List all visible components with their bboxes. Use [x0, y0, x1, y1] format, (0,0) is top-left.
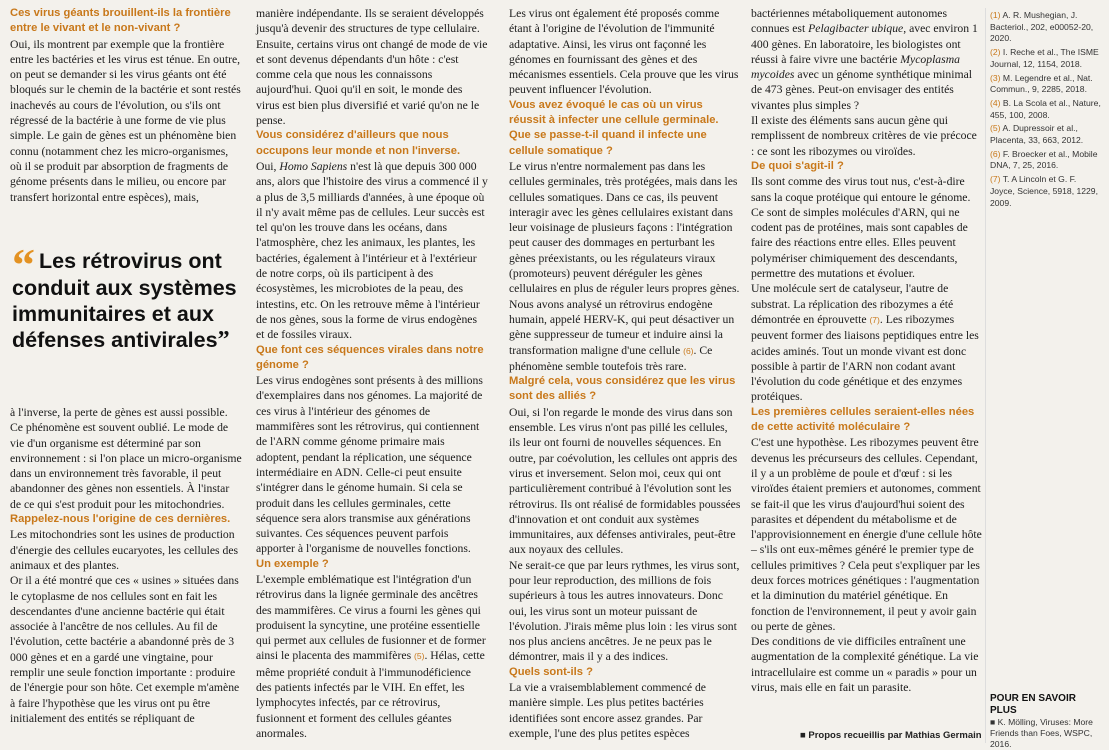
- paragraph: Les virus endogènes sont présents à des millions d'exemplaires dans nos génomes. La majorité de ces virus à l'intérieur des génomes de mammifères sont les rétrovirus, qui contiennent de l'ARN comme génome primaire mais adoptent, pendant la réplication, une séquence intermédiaire en ADN. Celle-ci peut ensuite s'intégrer dans le génome humain. Si cela se produit dans les cellules germinales, cette séquence sera alors transmise aux générations suivantes. Ces séquences peuvent parfois apporter à l'organisme de nouvelles fonctions.: [256, 374, 483, 556]
- column-2: [256, 6, 488, 741]
- pull-quote-text: Les rétrovirus ont conduit aux systèmes immunitaires et aux défenses antivirales: [12, 249, 237, 352]
- reference-item: (7) T. A Lincoln et G. F. Joyce, Science, 5918, 1229, 2009.: [990, 174, 1098, 208]
- question-their-world: Vous considérez d'ailleurs que nous occupons leur monde et non l'inverse.: [256, 129, 461, 157]
- paragraph: Les virus ont également été proposés comme étant à l'origine de l'évolution de l'immunité adaptative. Ainsi, les virus ont façonné les génomes en fournissant des gènes et des mécanismes essentiels. Cela prouve que les virus peuvent influencer l'évolution.: [509, 7, 739, 97]
- question-giant-viruses: Ces virus géants brouillent-ils la frontière entre le vivant et le non-vivant ?: [10, 7, 231, 35]
- paragraph: C'est une hypothèse. Les ribozymes peuvent être devenus les précurseurs des cellules. Cependant, il y a un problème de poule et d'œuf : si les viroïdes étaient premiers et autonomes, comment se fait-il que les virus d'aujourd'hui soient des parasites et dépendent du métabolisme et de l'approvisionnement en énergie d'une cellule hôte – s'ils ont eux-mêmes généré le premier type de cellules primitives ? Cela peut s'expliquer par les deux forces motrices génétiques : l'augmentation et la diminution du matériel génétique. En fonction de l'environnement, il peut y avoir gain ou perte de gènes.: [751, 436, 982, 633]
- paragraph: Une molécule sert de catalyseur, l'autre de substrat. La réplication des ribozymes a été démontrée en éprouvette (7). Les ribozymes peuvent former des liaisons peptidiques entre les acides aminés. Tout un monde vivant est donc possible à partir de l'ARN non codant avant l'évolution du code génétique et des enzymes protéiques.: [751, 282, 979, 404]
- reference-marker[interactable]: (5): [414, 651, 425, 662]
- question-what-is-it: De quoi s'agit-il ?: [751, 159, 844, 172]
- column-1: [10, 6, 242, 205]
- paragraph: Le virus n'entre normalement pas dans les cellules germinales, très protégées, mais dans les cellules somatiques. Dans ce cas, ils peuvent interagir avec les gènes cellulaires existant dans leur voisinage de plusieurs façons : l'intégration peut causer des dommages en perturbant les gènes préexistants, ou les régulateurs viraux (promoteurs) peuvent déréguler les gènes cellulaires en plus de réguler leurs propres gènes. Nous avons analysé un rétrovirus endogène humain, appelé HERV-K, qui peut désactiver un gène suppresseur de tumeur et induire ainsi la transformation maligne d'une cellule (6). Ce phénomène semble toutefois très rare.: [509, 159, 740, 373]
- reference-marker[interactable]: (7): [869, 314, 880, 325]
- paragraph: bactériennes métaboliquement autonomes connues est Pelagibacter ubique, avec environ 1 400 gènes. En laboratoire, les biologistes ont réussi à faire vivre une bactérie Mycoplasma mycoides avec un génome synthétique minimal de 473 gènes. Peut-on envisager des entités vivantes plus simples ?: [751, 7, 978, 112]
- paragraph: manière indépendante. Ils se seraient développés jusqu'à devenir des structures de type cellulaire. Ensuite, certains virus ont changé de mode de vie et sont devenus dépendants d'un hôte : c'est comme cela que nous les connaissons aujourd'hui. Quoi qu'il en soit, le monde des virus est bien plus diversifié et varié qu'on ne le pense.: [256, 7, 488, 128]
- paragraph: Or il a été montré que ces « usines » situées dans le cytoplasme de nos cellules sont en fait les descendantes d'une ancienne bactérie qui était associée à l'ancêtre de nos cellules. Au fil de l'évolution, cette bactérie a abandonné près de 3 000 gènes et en a gardé une vingtaine, pour remplir une seule fonction importante : produire de l'énergie pour son hôte. Cet exemple m'amène à faire l'hypothèse que les virus ont pu être initialement des entités se répliquant de: [10, 574, 240, 725]
- paragraph: Oui, Homo Sapiens n'est là que depuis 300 000 ans, alors que l'histoire des virus a commencé il y a plus de 3,5 milliards d'années, à une époque où il n'y avait même pas de cellules. Leur succès est tel qu'on les trouve dans les océans, dans l'atmosphère, chez les animaux, les plantes, les bactéries, également à l'intérieur et à l'extérieur de notre corps, où ils participent à des écosystèmes, les microbiotes de la peau, des intestins, etc. On les retrouve même à l'intérieur de nos gènes, sous la forme de virus endogènes et de fossiles viraux.: [256, 159, 488, 342]
- species-name: Homo Sapiens: [279, 159, 348, 173]
- question-which-ones: Quels sont-ils ?: [509, 665, 593, 678]
- paragraph: Ne serait-ce que par leurs rythmes, les virus sont, pour leur reproduction, des millions de fois supérieurs à tous les autres innovateurs. Donc oui, les virus sont un moteur puissant de l'évolution. J'irais même plus loin : les virus sont nos plus anciens ancêtres. Je ne peux pas le démontrer, mais il y a des indices.: [509, 558, 740, 664]
- question-example: Un exemple ?: [256, 557, 329, 570]
- reference-marker[interactable]: (6): [683, 345, 694, 356]
- pull-quote: [12, 239, 244, 353]
- reference-item: (2) I. Reche et al., The ISME Journal, 12, 1154, 2018.: [990, 47, 1099, 69]
- paragraph: Il existe des éléments sans aucun gène qui remplissent de nombreux critères de vie précoce : ce sont les ribozymes ou viroïdes.: [751, 114, 977, 158]
- paragraph: La vie a vraisemblablement commencé de manière simple. Les plus petites bactéries identifiées sont encore assez grandes. Par exemple, l'une des plus petites espèces: [509, 681, 706, 740]
- paragraph: à l'inverse, la perte de gènes est aussi possible. Ce phénomène est souvent oublié. Le mode de vie d'un organisme est déterminé par son environnement : si l'on place un micro-organisme dans un environnement très favorable, il peut abandonner des gènes non essentiels. À l'instar de ce qui s'est produit pour les mitochondries.: [10, 406, 242, 511]
- paragraph: Ils sont comme des virus tout nus, c'est-à-dire sans la coque protéique qui entoure le génome. Ce sont de simples molécules d'ARN, qui ne codent pas de protéines, mais sont capables de faire des réactions entre elles. Elles peuvent polymériser chimiquement des descendants, permettre des mutations et évoluer.: [751, 175, 971, 281]
- further-reading-heading: POUR EN SAVOIR PLUS: [990, 693, 1076, 716]
- open-quote-mark: “: [12, 239, 35, 290]
- further-reading-item: ■ K. Mölling, Viruses: More Friends than Foes, WSPC, 2016.: [990, 717, 1093, 749]
- paragraph: Les mitochondries sont les usines de production d'énergie des cellules eucaryotes, les cellules des animaux et des plantes.: [10, 528, 239, 572]
- divider: [985, 8, 986, 743]
- further-reading: [990, 693, 1102, 750]
- question-first-cells: Les premières cellules seraient-elles nées de cette activité moléculaire ?: [751, 405, 975, 434]
- column-4: [751, 6, 983, 695]
- question-viral-sequences: Que font ces séquences virales dans notre génome ?: [256, 343, 484, 371]
- reference-item: (3) M. Legendre et al., Nat. Commun., 9, 2285, 2018.: [990, 72, 1093, 95]
- answer-paragraph: Oui, ils montrent par exemple que la frontière entre les bactéries et les virus est ténue. En outre, on peut se demander si les virus géants ont été bloqués sur le chemin de la bactérie et sont restés inachevés au cours de l'évolution, ou s'ils ont régressé de la bactérie à une forme de vie plus simple. Le gain de gènes est un phénomène bien connu (notamment chez les micro-organismes, où il se produit par absorption de fragments de génome présents dans le milieu, ou encore par transfert horizontal entre espèces), mais,: [10, 37, 241, 204]
- reference-item: (1) A. R. Mushegian, J. Bacteriol., 202, e00052-20, 2020.: [990, 10, 1094, 44]
- paragraph: Des conditions de vie difficiles entraînent une augmentation de la complexité génétique. La vie intracellulaire est comme un « paradis » pour un virus, mais elle en fait un parasite.: [751, 635, 979, 695]
- paragraph: Oui, si l'on regarde le monde des virus dans son ensemble. Les virus n'ont pas pillé les cellules, ils leur ont fourni de nouvelles séquences. En outre, par coévolution, les cellules ont appris des virus et inversement. Selon moi, ceux qui ont particulièrement contribué à l'évolution sont les rétrovirus. Ils ont réalisé de formidables poussées d'innovation et ont conduit aux systèmes immunitaires, aux défenses antivirales, peut-être aux noyaux des cellules.: [509, 405, 741, 557]
- references-list: [990, 10, 1102, 211]
- species-name: Mycoplasma mycoides: [751, 52, 960, 82]
- question-somatic-cell: Vous avez évoqué le cas où un virus réussit à infecter une cellule germinale. Que se passe-t-il quand il infecte une cellule somatique ?: [509, 98, 719, 157]
- column-1-continued: [10, 405, 242, 726]
- close-quote-mark: ”: [217, 327, 230, 353]
- species-name: Pelagibacter ubique: [808, 22, 904, 36]
- paragraph: L'exemple emblématique est l'intégration d'un rétrovirus dans la lignée germinale des ancêtres des mammifères. Ce virus a fourni les gènes qui produisent la syncytine, une protéine essentielle qui permet aux cellules de fusionner et de former ainsi le placenta des mammifères (5). Hélas, cette même propriété conduit à l'immunodéficience des patients infectés par le VIH. En effet, les lymphocytes infectés, par ce rétrovirus, fusionnent et forment des cellules géantes anormales.: [256, 572, 486, 740]
- reference-item: (6) F. Broecker et al., Mobile DNA, 7, 25, 2016.: [990, 148, 1098, 171]
- byline: ■ Propos recueillis par Mathias Germain: [800, 730, 982, 741]
- reference-item: (4) B. La Scola et al., Nature, 455, 100, 2008.: [990, 97, 1101, 120]
- reference-item: (5) A. Dupressoir et al., Placenta, 33, 663, 2012.: [990, 123, 1084, 146]
- question-mitochondria: Rappelez-nous l'origine de ces dernières.: [10, 513, 231, 526]
- question-allies: Malgré cela, vous considérez que les virus sont des alliés ?: [509, 375, 736, 403]
- column-3: [509, 6, 741, 741]
